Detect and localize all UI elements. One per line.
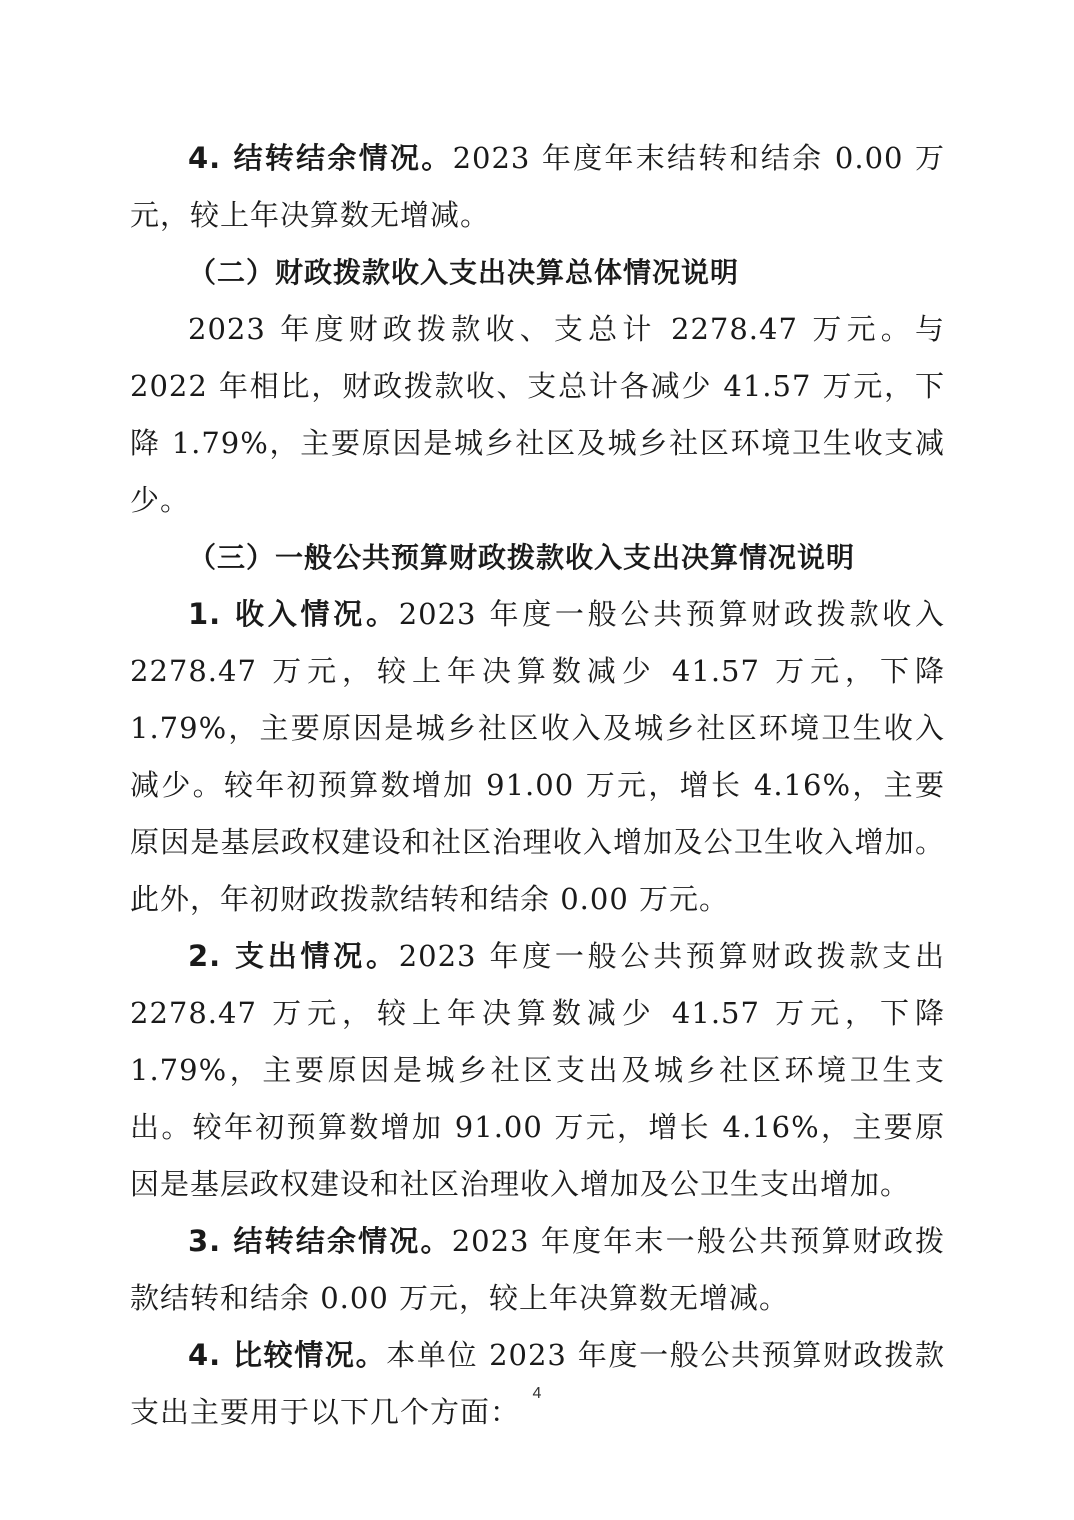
paragraph-general-carryover	[130, 1213, 945, 1327]
paragraph-fiscal-overview: 2023 年度财政拨款收、支总计 2278.47 万元。与 2022 年相比，财政拨款收、支总计各减少 41.57 万元，下降 1.79%，主要原因是城乡社区及城乡社区环境卫生收支减少。	[130, 312, 945, 517]
paragraph-text: 2023 年度一般公共预算财政拨款收入 2278.47 万元，较上年决算数减少 41.57 万元，下降 1.79%，主要原因是城乡社区收入及城乡社区环境卫生收入减少。较年初预算数增加 91.00 万元，增长 4.16%，主要原因是基层政权建设和社区治理收入增加及公卫生收入增加。此外，年初财政拨款结转和结余 0.00 万元。	[130, 597, 945, 916]
paragraph-text: 2023 年度一般公共预算财政拨款支出 2278.47 万元，较上年决算数减少 41.57 万元，下降 1.79%，主要原因是城乡社区支出及城乡社区环境卫生支出。较年初预算数增加 91.00 万元，增长 4.16%，主要原因是基层政权建设和社区治理收入增加及公卫生支出增加。	[130, 939, 945, 1201]
document-body	[130, 130, 945, 1441]
section-heading-2: （二）财政拨款收入支出决算总体情况说明	[188, 256, 740, 289]
paragraph-carryover-balance	[130, 130, 945, 244]
paragraph-lead: 3. 结转结余情况。	[188, 1224, 452, 1258]
paragraph-lead: 2. 支出情况。	[188, 939, 399, 973]
paragraph-text: 2023 年度年末一般公共预算财政拨款结转和结余 0.00 万元，较上年决算数无增减。	[130, 1224, 945, 1315]
paragraph-text: 2023 年度年末结转和结余 0.00 万元，较上年决算数无增减。	[130, 141, 945, 232]
paragraph-income	[130, 586, 945, 928]
paragraph-comparison	[130, 1327, 945, 1441]
paragraph-lead: 1. 收入情况。	[188, 597, 399, 631]
paragraph-lead: 4. 结转结余情况。	[188, 141, 453, 175]
page-number: 4	[532, 1385, 542, 1402]
paragraph-text: 本单位 2023 年度一般公共预算财政拨款支出主要用于以下几个方面：	[130, 1338, 945, 1429]
paragraph-lead: 4. 比较情况。	[188, 1338, 387, 1372]
section-heading-3: （三）一般公共预算财政拨款收入支出决算情况说明	[188, 541, 856, 574]
paragraph-expenditure	[130, 928, 945, 1213]
